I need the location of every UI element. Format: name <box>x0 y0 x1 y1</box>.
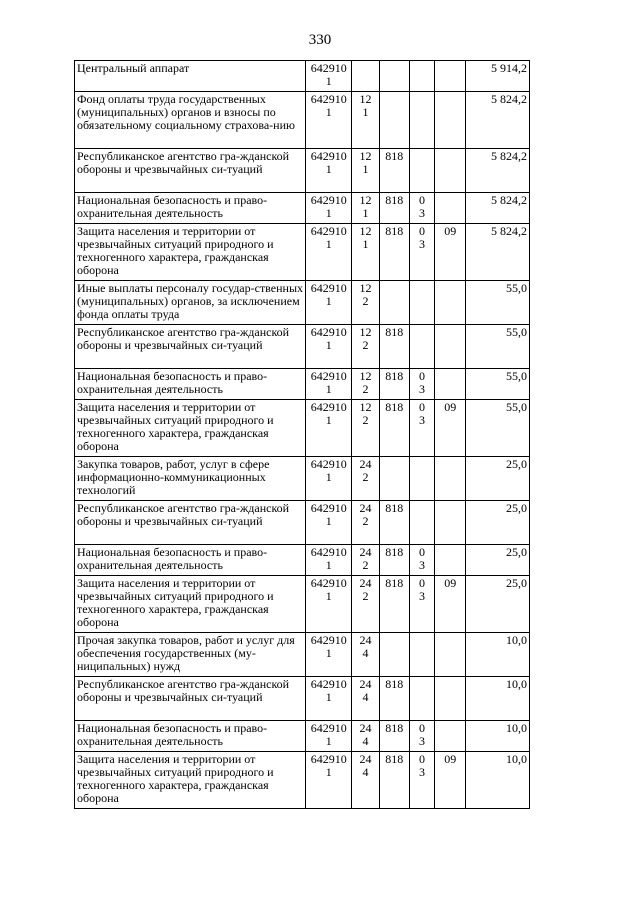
code-part: 1 <box>325 74 332 88</box>
page-number: 330 <box>308 32 332 48</box>
cell-name: Защита населения и территории от чрезвычайных ситуаций природного и техногенного характера, гражданская оборона <box>75 576 306 633</box>
cell-expense-type <box>352 576 379 633</box>
cell-grbs: 818 <box>379 149 409 193</box>
expense-type-part: 2 <box>362 589 369 603</box>
expense-type-part: 4 <box>362 690 369 704</box>
cell-name: Иные выплаты персоналу государ-ственных (муниципальных) органов, за исключением фонда оплаты труда <box>75 281 306 325</box>
cell-expense-type <box>352 457 379 501</box>
cell-section <box>409 457 434 501</box>
cell-expense-type <box>352 224 379 281</box>
cell-amount: 10,0 <box>466 752 530 809</box>
cell-subsection <box>435 325 466 369</box>
cell-expense-type <box>352 193 379 224</box>
cell-name: Фонд оплаты труда государственных (муниципальных) органов и взносы по обязательному социальному страхова-нию <box>75 92 306 149</box>
cell-section <box>409 224 434 281</box>
section-part: 3 <box>419 734 426 748</box>
section-part: 0 <box>419 545 426 559</box>
cell-amount: 25,0 <box>466 501 530 545</box>
cell-target-code <box>306 677 352 721</box>
cell-target-code <box>306 224 352 281</box>
expense-type-part: 24 <box>359 752 372 766</box>
expense-type-part: 4 <box>362 765 369 779</box>
cell-section <box>409 501 434 545</box>
expense-type-part: 12 <box>359 193 372 207</box>
cell-grbs: 818 <box>379 677 409 721</box>
code-part: 1 <box>325 589 332 603</box>
code-part: 642910 <box>310 752 347 766</box>
cell-amount: 10,0 <box>466 633 530 677</box>
cell-expense-type <box>352 149 379 193</box>
cell-name: Защита населения и территории от чрезвычайных ситуаций природного и техногенного характера, гражданская оборона <box>75 224 306 281</box>
cell-name: Республиканское агентство гра-жданской обороны и чрезвычайных си-туаций <box>75 677 306 721</box>
section-part: 3 <box>419 413 426 427</box>
cell-expense-type <box>352 281 379 325</box>
cell-section <box>409 193 434 224</box>
code-part: 642910 <box>310 633 347 647</box>
table-row <box>75 281 530 325</box>
cell-grbs <box>379 92 409 149</box>
cell-section <box>409 61 434 92</box>
cell-section <box>409 281 434 325</box>
table-row <box>75 149 530 193</box>
code-part: 1 <box>325 734 332 748</box>
cell-grbs: 818 <box>379 501 409 545</box>
cell-subsection: 09 <box>435 576 466 633</box>
cell-amount: 5 824,2 <box>466 149 530 193</box>
cell-amount: 25,0 <box>466 576 530 633</box>
cell-grbs <box>379 281 409 325</box>
cell-target-code <box>306 576 352 633</box>
cell-subsection <box>435 501 466 545</box>
section-part: 0 <box>419 369 426 383</box>
cell-expense-type <box>352 369 379 400</box>
expense-type-part: 2 <box>362 470 369 484</box>
cell-section <box>409 752 434 809</box>
cell-target-code <box>306 61 352 92</box>
cell-target-code <box>306 752 352 809</box>
table-row <box>75 400 530 457</box>
expense-type-part: 24 <box>359 633 372 647</box>
code-part: 642910 <box>310 501 347 515</box>
expense-type-part: 1 <box>362 105 369 119</box>
cell-expense-type <box>352 633 379 677</box>
code-part: 642910 <box>310 92 347 106</box>
cell-amount: 5 824,2 <box>466 92 530 149</box>
expense-type-part: 1 <box>362 237 369 251</box>
expense-type-part: 24 <box>359 677 372 691</box>
cell-section <box>409 545 434 576</box>
cell-section <box>409 721 434 752</box>
cell-grbs: 818 <box>379 752 409 809</box>
cell-grbs: 818 <box>379 369 409 400</box>
section-part: 0 <box>419 752 426 766</box>
expense-type-part: 24 <box>359 576 372 590</box>
cell-subsection <box>435 721 466 752</box>
code-part: 1 <box>325 237 332 251</box>
code-part: 1 <box>325 470 332 484</box>
table-row <box>75 61 530 92</box>
expense-type-part: 12 <box>359 325 372 339</box>
code-part: 642910 <box>310 369 347 383</box>
cell-grbs: 818 <box>379 721 409 752</box>
cell-target-code <box>306 149 352 193</box>
cell-amount: 55,0 <box>466 369 530 400</box>
code-part: 1 <box>325 765 332 779</box>
table-row <box>75 752 530 809</box>
section-part: 0 <box>419 400 426 414</box>
cell-subsection: 09 <box>435 224 466 281</box>
code-part: 642910 <box>310 545 347 559</box>
expense-type-part: 2 <box>362 338 369 352</box>
cell-expense-type <box>352 721 379 752</box>
table-row <box>75 501 530 545</box>
cell-name: Защита населения и территории от чрезвычайных ситуаций природного и техногенного характера, гражданская оборона <box>75 752 306 809</box>
cell-subsection <box>435 545 466 576</box>
cell-expense-type <box>352 752 379 809</box>
cell-name: Прочая закупка товаров, работ и услуг для обеспечения государственных (му-ниципальных) нужд <box>75 633 306 677</box>
cell-name: Национальная безопасность и право-охранительная деятельность <box>75 545 306 576</box>
expense-type-part: 24 <box>359 501 372 515</box>
code-part: 1 <box>325 206 332 220</box>
table-row <box>75 633 530 677</box>
cell-amount: 5 824,2 <box>466 193 530 224</box>
code-part: 642910 <box>310 325 347 339</box>
code-part: 1 <box>325 162 332 176</box>
cell-grbs <box>379 61 409 92</box>
cell-amount: 25,0 <box>466 545 530 576</box>
cell-target-code <box>306 193 352 224</box>
code-part: 642910 <box>310 721 347 735</box>
expense-type-part: 2 <box>362 558 369 572</box>
expense-type-part: 2 <box>362 294 369 308</box>
cell-subsection <box>435 149 466 193</box>
cell-section <box>409 369 434 400</box>
code-part: 642910 <box>310 677 347 691</box>
section-part: 3 <box>419 382 426 396</box>
cell-grbs: 818 <box>379 193 409 224</box>
expense-type-part: 24 <box>359 545 372 559</box>
cell-section <box>409 633 434 677</box>
cell-target-code <box>306 92 352 149</box>
expense-type-part: 2 <box>362 413 369 427</box>
table-row <box>75 369 530 400</box>
cell-subsection <box>435 281 466 325</box>
code-part: 642910 <box>310 576 347 590</box>
table-row <box>75 721 530 752</box>
cell-section <box>409 92 434 149</box>
cell-section <box>409 677 434 721</box>
cell-target-code <box>306 721 352 752</box>
table-body <box>75 61 530 809</box>
cell-subsection: 09 <box>435 400 466 457</box>
cell-amount: 55,0 <box>466 400 530 457</box>
expense-type-part: 12 <box>359 281 372 295</box>
table-row <box>75 224 530 281</box>
cell-target-code <box>306 457 352 501</box>
code-part: 1 <box>325 105 332 119</box>
cell-subsection <box>435 457 466 501</box>
code-part: 642910 <box>310 61 347 75</box>
code-part: 1 <box>325 646 332 660</box>
cell-target-code <box>306 325 352 369</box>
section-part: 0 <box>419 193 426 207</box>
code-part: 642910 <box>310 149 347 163</box>
section-part: 3 <box>419 206 426 220</box>
budget-table <box>74 60 530 809</box>
expense-type-part: 24 <box>359 721 372 735</box>
cell-subsection <box>435 369 466 400</box>
expense-type-part: 2 <box>362 382 369 396</box>
cell-target-code <box>306 281 352 325</box>
cell-amount: 55,0 <box>466 325 530 369</box>
expense-type-part: 1 <box>362 206 369 220</box>
table-row <box>75 193 530 224</box>
cell-section <box>409 400 434 457</box>
cell-name: Национальная безопасность и право-охранительная деятельность <box>75 721 306 752</box>
cell-target-code <box>306 633 352 677</box>
table-row <box>75 545 530 576</box>
expense-type-part: 12 <box>359 149 372 163</box>
code-part: 1 <box>325 338 332 352</box>
cell-grbs <box>379 457 409 501</box>
cell-name: Закупка товаров, работ, услуг в сфере информационно-коммуникационных технологий <box>75 457 306 501</box>
cell-expense-type <box>352 501 379 545</box>
expense-type-part: 24 <box>359 457 372 471</box>
cell-target-code <box>306 400 352 457</box>
cell-grbs: 818 <box>379 545 409 576</box>
cell-amount: 10,0 <box>466 677 530 721</box>
cell-target-code <box>306 501 352 545</box>
cell-target-code <box>306 369 352 400</box>
code-part: 642910 <box>310 224 347 238</box>
code-part: 1 <box>325 514 332 528</box>
cell-expense-type <box>352 400 379 457</box>
table-row <box>75 325 530 369</box>
cell-subsection <box>435 193 466 224</box>
expense-type-part: 12 <box>359 224 372 238</box>
cell-name: Республиканское агентство гра-жданской обороны и чрезвычайных си-туаций <box>75 501 306 545</box>
code-part: 642910 <box>310 281 347 295</box>
code-part: 1 <box>325 382 332 396</box>
expense-type-part: 2 <box>362 514 369 528</box>
section-part: 0 <box>419 576 426 590</box>
code-part: 642910 <box>310 457 347 471</box>
cell-expense-type <box>352 92 379 149</box>
cell-expense-type <box>352 61 379 92</box>
section-part: 0 <box>419 224 426 238</box>
cell-amount: 10,0 <box>466 721 530 752</box>
cell-amount: 5 824,2 <box>466 224 530 281</box>
code-part: 1 <box>325 413 332 427</box>
code-part: 1 <box>325 690 332 704</box>
cell-amount: 55,0 <box>466 281 530 325</box>
section-part: 3 <box>419 765 426 779</box>
cell-amount: 25,0 <box>466 457 530 501</box>
cell-subsection <box>435 61 466 92</box>
expense-type-part: 4 <box>362 646 369 660</box>
cell-name: Республиканское агентство гра-жданской обороны и чрезвычайных си-туаций <box>75 325 306 369</box>
cell-name: Защита населения и территории от чрезвычайных ситуаций природного и техногенного характера, гражданская оборона <box>75 400 306 457</box>
cell-subsection <box>435 92 466 149</box>
cell-subsection <box>435 677 466 721</box>
cell-grbs: 818 <box>379 400 409 457</box>
expense-type-part: 12 <box>359 400 372 414</box>
cell-expense-type <box>352 677 379 721</box>
expense-type-part: 1 <box>362 162 369 176</box>
code-part: 1 <box>325 294 332 308</box>
cell-amount: 5 914,2 <box>466 61 530 92</box>
cell-name: Республиканское агентство гра-жданской обороны и чрезвычайных си-туаций <box>75 149 306 193</box>
cell-expense-type <box>352 325 379 369</box>
cell-subsection: 09 <box>435 752 466 809</box>
cell-section <box>409 325 434 369</box>
expense-type-part: 4 <box>362 734 369 748</box>
cell-grbs: 818 <box>379 224 409 281</box>
table-row <box>75 457 530 501</box>
cell-subsection <box>435 633 466 677</box>
expense-type-part: 12 <box>359 92 372 106</box>
table-row <box>75 677 530 721</box>
cell-expense-type <box>352 545 379 576</box>
table-row <box>75 576 530 633</box>
section-part: 3 <box>419 237 426 251</box>
section-part: 0 <box>419 721 426 735</box>
cell-name: Национальная безопасность и право-охранительная деятельность <box>75 369 306 400</box>
section-part: 3 <box>419 589 426 603</box>
cell-grbs: 818 <box>379 576 409 633</box>
code-part: 642910 <box>310 400 347 414</box>
code-part: 642910 <box>310 193 347 207</box>
cell-section <box>409 149 434 193</box>
cell-grbs <box>379 633 409 677</box>
cell-section <box>409 576 434 633</box>
section-part: 3 <box>419 558 426 572</box>
cell-name: Центральный аппарат <box>75 61 306 92</box>
cell-name: Национальная безопасность и право-охранительная деятельность <box>75 193 306 224</box>
code-part: 1 <box>325 558 332 572</box>
cell-grbs: 818 <box>379 325 409 369</box>
expense-type-part: 12 <box>359 369 372 383</box>
cell-target-code <box>306 545 352 576</box>
table-row <box>75 92 530 149</box>
